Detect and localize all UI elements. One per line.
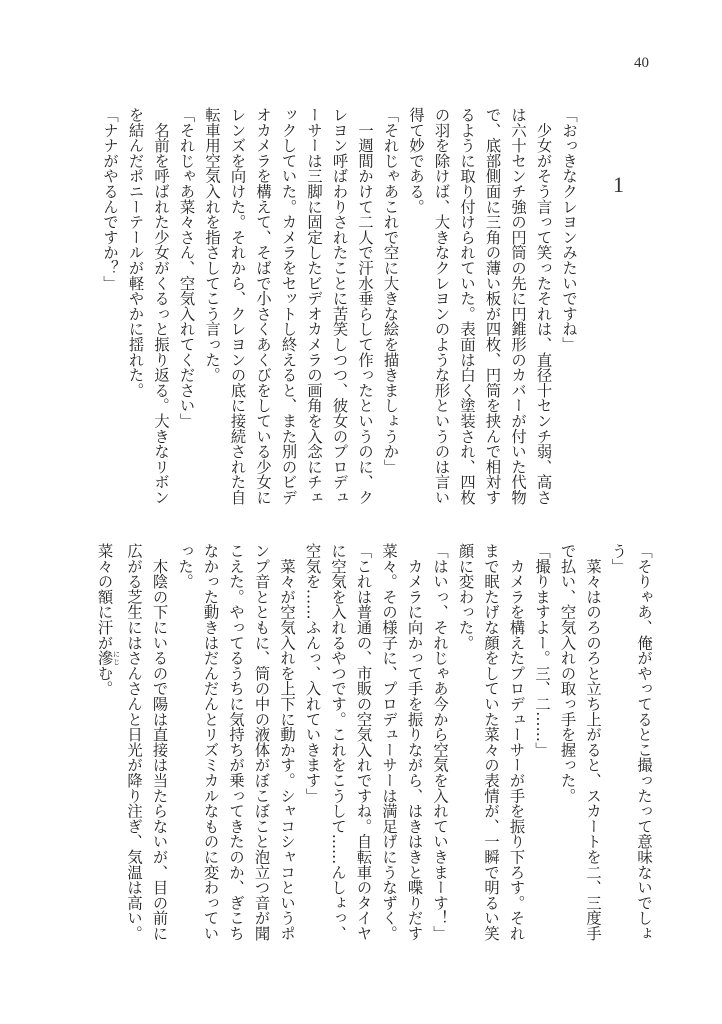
text-column: [95, 543, 121, 945]
text-column: ックしていた。カメラをセットし終えると、また別のビデ: [279, 107, 298, 505]
text-column: ンプ音とともに、筒の中の液体がぼこぼこと泡立つ音が聞: [252, 543, 271, 941]
chapter-heading: 1: [613, 172, 624, 197]
text-column: 「それじゃあこれで空に大きな絵を描きましょうか」: [381, 107, 400, 475]
text-column: 菜々。その様子に、プロデューサーは満足げにうなずく。: [380, 543, 398, 941]
text-column: 「ナナがやるんですか？」: [101, 107, 119, 291]
text-column: に空気を入れるやつです。これをこうして……んしょっ、: [329, 543, 347, 941]
text-column: 一週間かけて二人で汗水垂らして作ったというのに、ク: [356, 107, 374, 505]
text-column: 「はいっ、それじゃあ今から空気を入れていきまーす！」: [431, 543, 449, 941]
text-column: こえた。やってるうちに気持ちが乗ってきたのか、ぎこち: [227, 543, 245, 941]
text-column: 菜々が空気入れを上下に動かす。シャコシャコというポ: [278, 543, 296, 941]
text-column: カメラに向かって手を振りながら、はきはきと喋りだす: [405, 543, 424, 941]
text-segment: 菜々の額に汗が: [95, 543, 114, 651]
ruby-text: にじ: [112, 650, 121, 666]
text-segment: む。: [95, 665, 114, 697]
ruby-base: 滲: [95, 650, 114, 666]
text-column: 広がる芝生にはさんさんと日光が降り注ぎ、気温は高い。: [125, 543, 143, 941]
text-column: 顔に変わった。: [456, 543, 475, 651]
text-column: ーサーは三脚に固定したビデオカメラの画角を入念にチェ: [305, 107, 323, 505]
text-column: カメラを構えたプロデューサーが手を振り下ろす。それ: [507, 543, 526, 941]
text-column: 「これは普通の、市販の空気入れですね。自転車のタイヤ: [354, 543, 373, 941]
text-column: るように取り付けられていた。表面は白く塗装され、四枚: [458, 107, 476, 505]
text-column: を結んだポニーテールが軽やかに揺れた。: [126, 107, 145, 398]
ruby-annotation: [95, 650, 121, 666]
text-column: 少女がそう言って笑ったそれは、直径十センチ弱、高さ: [534, 107, 553, 505]
text-column: 「それじゃあ菜々さん、空気入れてください」: [177, 107, 196, 429]
text-block-top: [97, 107, 582, 509]
text-column: 木陰の下にいるので陽は直接は当たらないが、目の前に: [150, 543, 169, 941]
text-column: オカメラを構えて、そばで小さくあくびをしている少女に: [254, 107, 272, 505]
text-column: 「撮りますよー。三、二……」: [533, 543, 551, 758]
text-column: 「おっきなクレヨンみたいですね」: [560, 107, 578, 352]
text-column: った。: [176, 543, 194, 589]
text-block-bottom: [95, 543, 656, 945]
text-column: の羽を除けば、大きなクレヨンのような形というのは言い: [432, 107, 451, 505]
text-column: 「そりゃあ、俺がやってるとこ撮ったって意味ないでしょ: [635, 543, 653, 941]
text-column: レンズを向けた。それから、クレヨンの底に接続された自: [228, 107, 247, 505]
text-column: で、底部側面に三角の薄い板が四枚、円筒を挟んで相対す: [483, 107, 502, 505]
text-column: レヨン呼ばわりされたことに苦笑しつつ、彼女のプロデュ: [330, 107, 349, 505]
text-column: なかった動きはだんだんとリズミカルなものに変わってい: [201, 543, 220, 941]
text-column: う」: [609, 543, 628, 574]
page-number: 40: [634, 55, 649, 71]
text-column: は六十センチ強の円筒の先に円錐形のカバーが付いた代物: [509, 107, 527, 505]
text-column: 転車用空気入れを指さしてこう言った。: [203, 107, 221, 383]
text-column: 菜々はのろのろと立ち上がると、スカートを二、三度手: [584, 543, 602, 941]
text-column: で払い、空気入れの取っ手を握った。: [558, 543, 577, 804]
text-column: まで眠たげな顔をしていた菜々の表情が、一瞬で明るい笑: [482, 543, 500, 941]
text-column: 得て妙である。: [407, 107, 425, 215]
text-column: 名前を呼ばれた少女がくるっと振り返る。大きなリボン: [152, 107, 170, 505]
text-column: 空気を……ふんっ、入れていきます」: [303, 543, 322, 804]
